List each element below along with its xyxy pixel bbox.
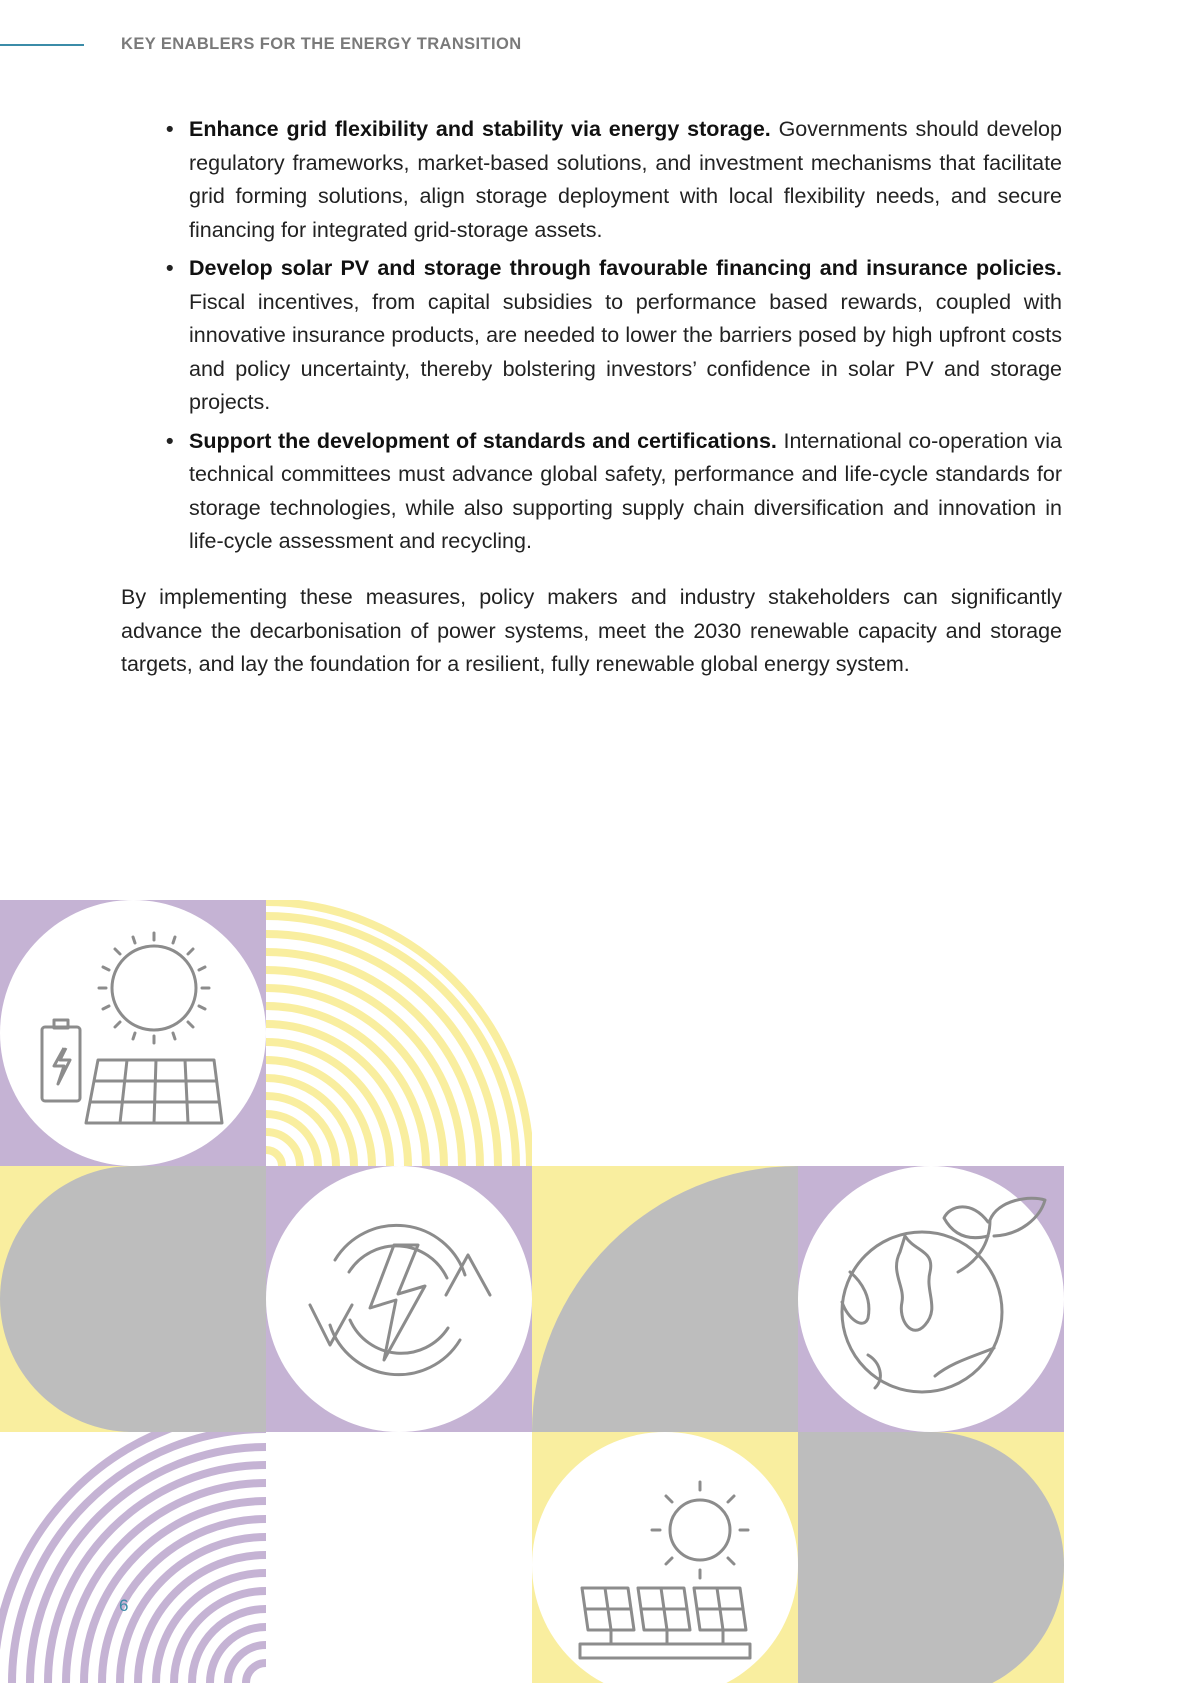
list-item-heading: Develop solar PV and storage through favourable financing and insurance policies. bbox=[189, 256, 1062, 280]
bullet-icon: • bbox=[166, 428, 174, 453]
running-header: KEY ENABLERS FOR THE ENERGY TRANSITION bbox=[121, 35, 522, 53]
list-item bbox=[166, 252, 1062, 420]
list-item-heading: Support the development of standards and certifications. bbox=[189, 428, 777, 453]
list-item-text: Governments should develop regulatory frameworks, market-based solutions, and investment mechanisms that facilitate grid forming solutions, align storage deployment with local flexibility needs, and secure financing for integrated grid-storage assets. bbox=[189, 117, 1062, 242]
list-item bbox=[166, 425, 1062, 559]
tile-solar-array bbox=[532, 1432, 798, 1683]
decorative-illustration bbox=[0, 900, 1064, 1683]
tile-sun-battery bbox=[0, 900, 266, 1166]
tile-grey-half bbox=[0, 1166, 266, 1432]
list-item-text: Fiscal incentives, from capital subsidies to performance based rewards, coupled with innovative insurance products, are needed to lower the barriers posed by high upfront costs and policy uncertainty, thereby bolstering investors’ confidence in solar PV and storage projects. bbox=[189, 289, 1062, 414]
summary-paragraph: By implementing these measures, policy makers and industry stakeholders can significantly advance the decarbonisation of power systems, meet the 2030 renewable capacity and storage targets, and lay the foundation for a resilient, fully renewable global energy system. bbox=[121, 585, 1062, 676]
bullet-icon: • bbox=[166, 117, 174, 141]
tile-renewable-cycle bbox=[266, 1166, 532, 1432]
list-item-heading: Enhance grid flexibility and stability via energy storage. bbox=[189, 117, 771, 141]
list-item bbox=[166, 113, 1062, 247]
tile-purple-arcs bbox=[0, 1411, 538, 1683]
tile-grey-half-right bbox=[798, 1432, 1064, 1683]
recommendation-list bbox=[166, 113, 1062, 564]
list-item-text: International co-operation via technical committees must advance global safety, performance and life-cycle standards for storage technologies, while also supporting supply chain diversification and innovation in life-cycle assessment and recycling. bbox=[189, 428, 1062, 553]
bullet-icon: • bbox=[166, 256, 174, 280]
tile-earth bbox=[798, 1166, 1064, 1432]
header-rule bbox=[0, 44, 84, 46]
page-number: 6 bbox=[119, 1596, 129, 1615]
